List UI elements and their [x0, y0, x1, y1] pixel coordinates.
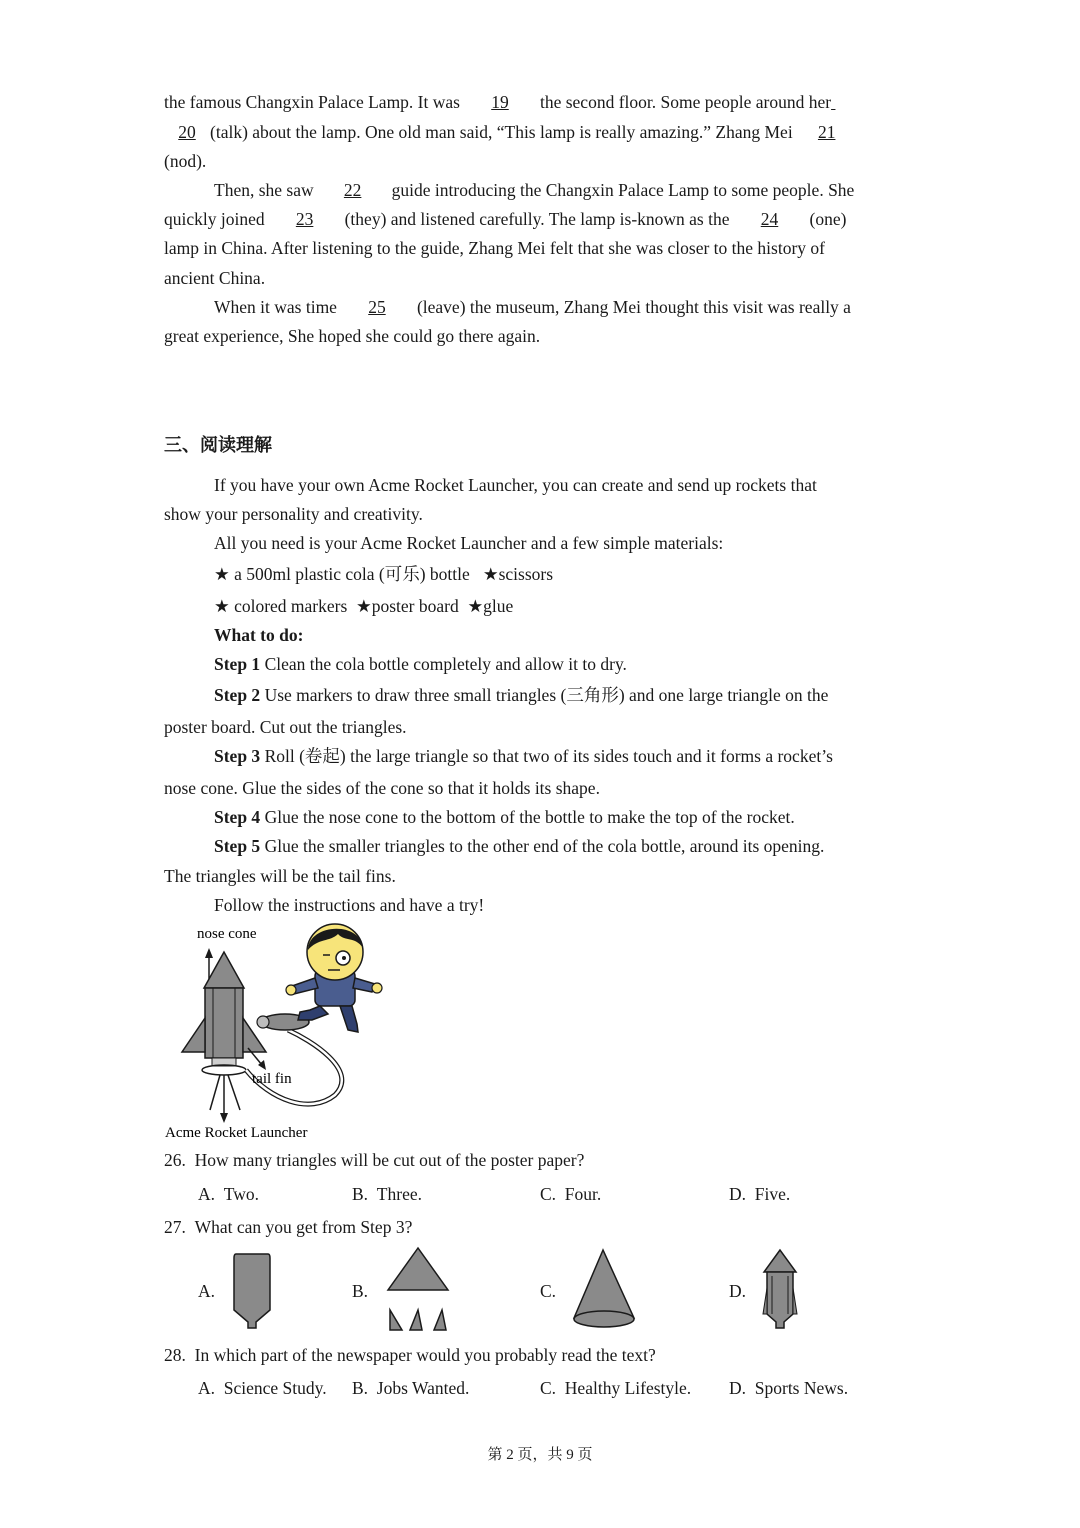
- step-5-label: Step 5: [214, 836, 261, 856]
- cloze-line-1: the famous Changxin Palace Lamp. It was 19 the second floor. Some people around her: [164, 91, 861, 113]
- q28-option-a[interactable]: A. Science Study.: [198, 1378, 327, 1398]
- cloze-line-7: ancient China.: [164, 268, 266, 288]
- step-4-label: Step 4: [214, 807, 261, 827]
- cloze-line-9: great experience, She hoped she could go there again.: [164, 326, 541, 346]
- q28-option-c[interactable]: C. Healthy Lifestyle.: [540, 1378, 692, 1398]
- cone-shape-image[interactable]: [570, 1248, 640, 1330]
- materials-line-2: ★ colored markers ★poster board ★glue: [214, 596, 514, 616]
- step-4: Step 4 Glue the nose cone to the bottom of the bottle to make the top of the rocket.: [214, 807, 795, 827]
- q27-option-d[interactable]: D.: [729, 1281, 747, 1301]
- step-2-cont: poster board. Cut out the triangles.: [164, 717, 407, 737]
- q27-option-c[interactable]: C.: [540, 1281, 557, 1301]
- section-title: 三、阅读理解: [164, 435, 272, 456]
- follow-instructions: Follow the instructions and have a try!: [214, 895, 485, 915]
- blank-20-start: [831, 91, 861, 113]
- step-2-label: Step 2: [214, 685, 261, 705]
- question-27: 27. What can you get from Step 3?: [164, 1217, 413, 1237]
- rocket-launcher-illustration: [160, 920, 400, 1145]
- blank-24[interactable]: 24: [760, 209, 779, 229]
- what-to-do-heading: What to do:: [214, 625, 304, 645]
- blank-23[interactable]: 23: [295, 209, 314, 229]
- tail-fin-left: [182, 1018, 205, 1052]
- q26-option-d[interactable]: D. Five.: [729, 1184, 791, 1204]
- bottle-shape-image[interactable]: [230, 1250, 274, 1332]
- cloze-line-6: lamp in China. After listening to the guide, Zhang Mei felt that she was closer to the history of: [164, 238, 825, 258]
- q26-option-c[interactable]: C. Four.: [540, 1184, 602, 1204]
- question-28: 28. In which part of the newspaper would you probably read the text?: [164, 1345, 656, 1365]
- blank-25[interactable]: 25: [368, 297, 386, 317]
- cloze-line-8: When it was time 25 (leave) the museum, Zhang Mei thought this visit was really a: [214, 297, 851, 317]
- tail-fin-label: tail fin: [252, 1071, 292, 1087]
- step-1: Step 1 Clean the cola bottle completely and allow it to dry.: [214, 654, 627, 674]
- rocket-shape-image[interactable]: [760, 1248, 800, 1332]
- q26-option-b[interactable]: B. Three.: [352, 1184, 422, 1204]
- q26-option-a[interactable]: A. Two.: [198, 1184, 259, 1204]
- q27-option-b[interactable]: B.: [352, 1281, 369, 1301]
- passage-p2: All you need is your Acme Rocket Launcher and a few simple materials:: [214, 533, 724, 553]
- passage-p1-line1: If you have your own Acme Rocket Launcher, you can create and send up rockets that: [214, 475, 817, 495]
- nose-cone-label: nose cone: [197, 926, 257, 942]
- blank-21[interactable]: 21: [817, 122, 836, 142]
- passage-p1-line2: show your personality and creativity.: [164, 504, 423, 524]
- step-1-label: Step 1: [214, 654, 261, 674]
- step-3-label: Step 3: [214, 746, 261, 766]
- step-3-cont: nose cone. Glue the sides of the cone so that it holds its shape.: [164, 778, 600, 798]
- cloze-line-4: Then, she saw 22 guide introducing the Changxin Palace Lamp to some people. She: [214, 180, 855, 200]
- q27-option-a[interactable]: A.: [198, 1281, 216, 1301]
- step-2: Step 2 Use markers to draw three small triangles (三角形) and one large triangle on the: [214, 685, 829, 705]
- boy-figure: [286, 924, 382, 1032]
- blank-22[interactable]: 22: [343, 180, 362, 200]
- q28-option-b[interactable]: B. Jobs Wanted.: [352, 1378, 470, 1398]
- question-26: 26. How many triangles will be cut out of the poster paper?: [164, 1150, 585, 1170]
- step-5-cont: The triangles will be the tail fins.: [164, 866, 396, 886]
- q28-option-d[interactable]: D. Sports News.: [729, 1378, 849, 1398]
- rocket-body: [205, 988, 243, 1058]
- materials-line-1: ★ a 500ml plastic cola (可乐) bottle ★scissors: [214, 564, 554, 584]
- page-footer: 第 2 页，共 9 页: [487, 1447, 593, 1463]
- launcher-label: Acme Rocket Launcher: [165, 1125, 308, 1141]
- cloze-line-3: (nod).: [164, 151, 207, 171]
- blank-20[interactable]: 20: [178, 122, 196, 142]
- cloze-line-2: 20 (talk) about the lamp. One old man said, “This lamp is really amazing.” Zhang Mei 21: [164, 121, 861, 143]
- blank-19[interactable]: 19: [491, 92, 509, 112]
- cloze-line-5: quickly joined 23 (they) and listened carefully. The lamp is-known as the 24 (one): [164, 209, 847, 229]
- step-5: Step 5 Glue the smaller triangles to the other end of the cola bottle, around its opening.: [214, 836, 825, 856]
- triangles-shape-image[interactable]: [384, 1246, 454, 1332]
- step-3: Step 3 Roll (卷起) the large triangle so that two of its sides touch and it forms a rocket’s: [214, 746, 833, 766]
